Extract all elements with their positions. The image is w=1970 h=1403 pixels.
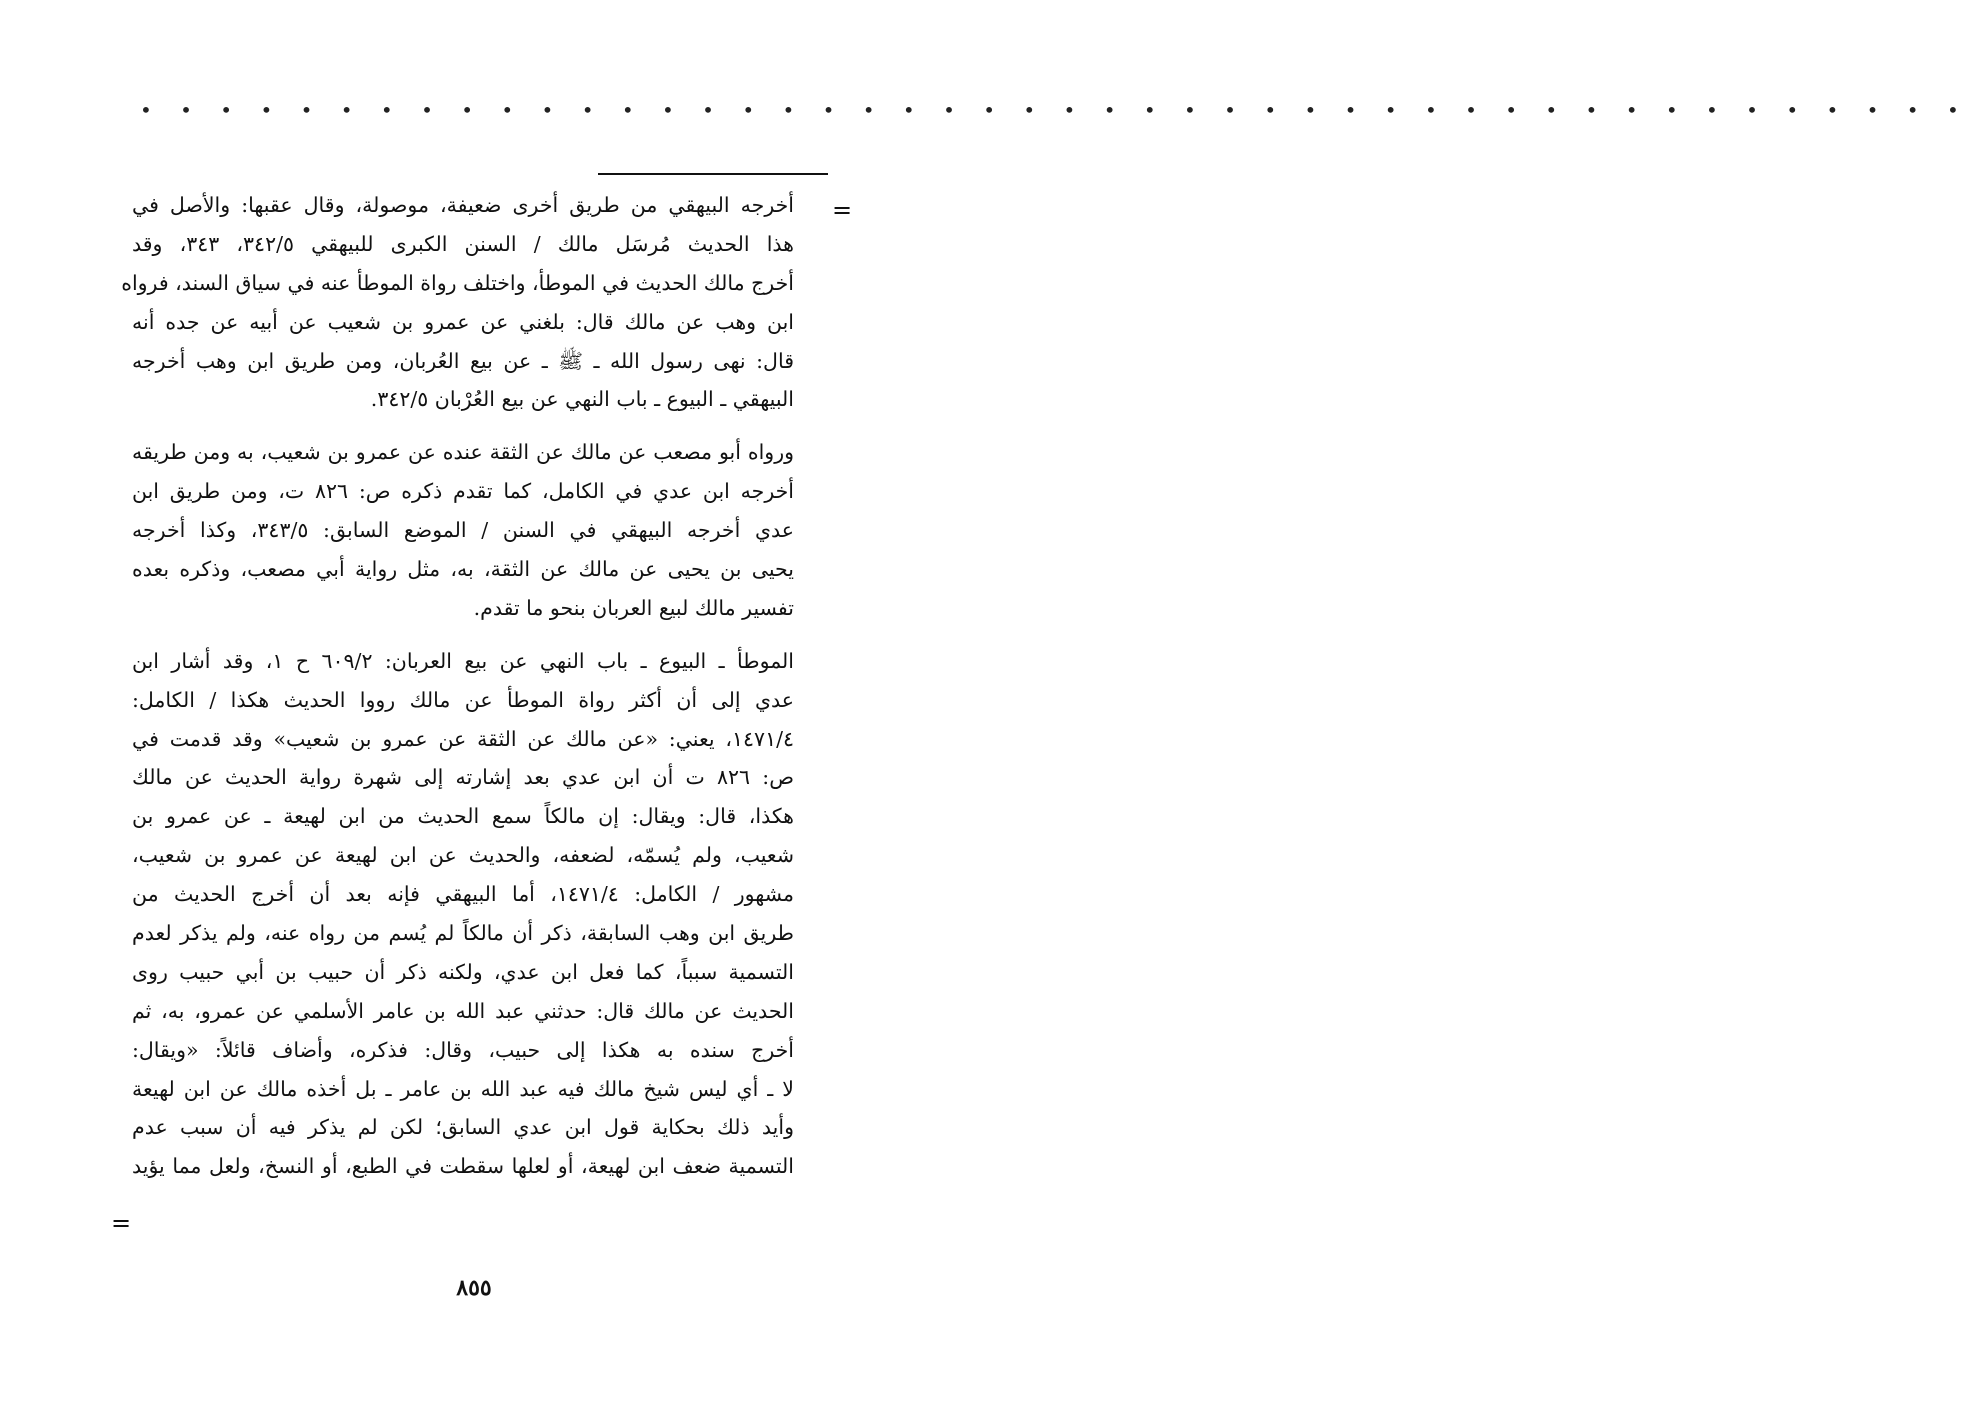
text-line: التسمية ضعف ابن لهيعة، أو لعلها سقطت في الطبع، أو النسخ، ولعل مما يؤيد bbox=[132, 1154, 794, 1179]
text-line: أخرج سنده به هكذا إلى حبيب، وقال: فذكره، وأضاف قائلاً: «ويقال: bbox=[132, 1037, 794, 1062]
text-line: هذا الحديث مُرسَل مالك / السنن الكبرى للبيهقي ٣٤٢/٥، ٣٤٣، وقد bbox=[132, 231, 794, 256]
text-line: ص: ٨٢٦ ت أن ابن عدي بعد إشارته إلى شهرة رواية الحديث عن مالك bbox=[132, 765, 794, 790]
text-line: شعيب، ولم يُسمّه، لضعفه، والحديث عن ابن لهيعة عن عمرو بن شعيب، bbox=[132, 843, 794, 868]
text-line: وأيد ذلك بحكاية قول ابن عدي السابق؛ لكن لم يذكر فيه أن سبب عدم bbox=[132, 1115, 794, 1140]
text-line: عدي إلى أن أكثر رواة الموطأ عن مالك رووا الحديث هكذا / الكامل: bbox=[132, 687, 794, 712]
continuation-mark-top: = bbox=[832, 196, 853, 224]
dot-leader: • • • • • • • • • • • • • • • • • • • • • • • • • • • • • • • • • • • • • • • • • • • • • • bbox=[140, 98, 1970, 122]
text-line: يحيى بن يحيى عن مالك عن الثقة، به، مثل رواية أبي مصعب، وذكره بعده bbox=[132, 557, 794, 582]
text-line: تفسير مالك لبيع العربان بنحو ما تقدم. bbox=[473, 595, 794, 620]
text-line: البيهقي ـ البيوع ـ باب النهي عن بيع العُرْبان ٣٤٢/٥. bbox=[370, 387, 794, 412]
text-line: ابن وهب عن مالك قال: بلغني عن عمرو بن شعيب عن أبيه عن جده أنه bbox=[132, 309, 794, 334]
footnote-paragraph bbox=[121, 186, 794, 419]
text-line: التسمية سبباً، كما فعل ابن عدي، ولكنه ذكر أن حبيب بن أبي حبيب روى bbox=[132, 959, 794, 984]
text-line: قال: نهى رسول الله ـ ﷺ ـ عن بيع العُربان، ومن طريق ابن وهب أخرجه bbox=[132, 348, 794, 373]
footnotes-block bbox=[121, 186, 795, 1186]
text-line: الحديث عن مالك قال: حدثني عبد الله بن عامر الأسلمي عن عمرو، به، ثم bbox=[132, 998, 794, 1023]
text-line: هكذا، قال: ويقال: إن مالكاً سمع الحديث من ابن لهيعة ـ عن عمرو بن bbox=[132, 804, 794, 829]
text-line: عدي أخرجه البيهقي في السنن / الموضع السابق: ٣٤٣/٥، وكذا أخرجه bbox=[132, 518, 795, 543]
continuation-mark-bottom: = bbox=[111, 1209, 132, 1237]
text-line: الموطأ ـ البيوع ـ باب النهي عن بيع العربان: ٦٠٩/٢ ح ١، وقد أشار ابن bbox=[132, 648, 794, 673]
text-line: طريق ابن وهب السابقة، ذكر أن مالكاً لم يُسم من رواه عنه، ولم يذكر لعدم bbox=[132, 921, 794, 946]
footnote-paragraph bbox=[132, 642, 794, 1186]
footnote-paragraph bbox=[132, 433, 794, 627]
text-line: أخرج مالك الحديث في الموطأ، واختلف رواة الموطأ عنه في سياق السند، فرواه bbox=[121, 270, 794, 295]
text-line: لا ـ أي ليس شيخ مالك فيه عبد الله بن عامر ـ بل أخذه مالك عن ابن لهيعة bbox=[132, 1076, 794, 1101]
text-line: ١٤٧١/٤، يعني: «عن مالك عن الثقة عن عمرو بن شعيب» وقد قدمت في bbox=[132, 726, 794, 751]
footnote-separator-rule bbox=[598, 173, 828, 175]
text-line: مشهور / الكامل: ١٤٧١/٤، أما البيهقي فإنه بعد أن أخرج الحديث من bbox=[132, 882, 794, 907]
text-line: أخرجه ابن عدي في الكامل، كما تقدم ذكره ص: ٨٢٦ ت، ومن طريق ابن bbox=[132, 479, 795, 504]
text-line: ورواه أبو مصعب عن مالك عن الثقة عنده عن عمرو بن شعيب، به ومن طريقه bbox=[132, 440, 794, 465]
text-line: أخرجه البيهقي من طريق أخرى ضعيفة، موصولة، وقال عقبها: والأصل في bbox=[132, 193, 794, 217]
page-number: ٨٥٥ bbox=[456, 1275, 492, 1301]
